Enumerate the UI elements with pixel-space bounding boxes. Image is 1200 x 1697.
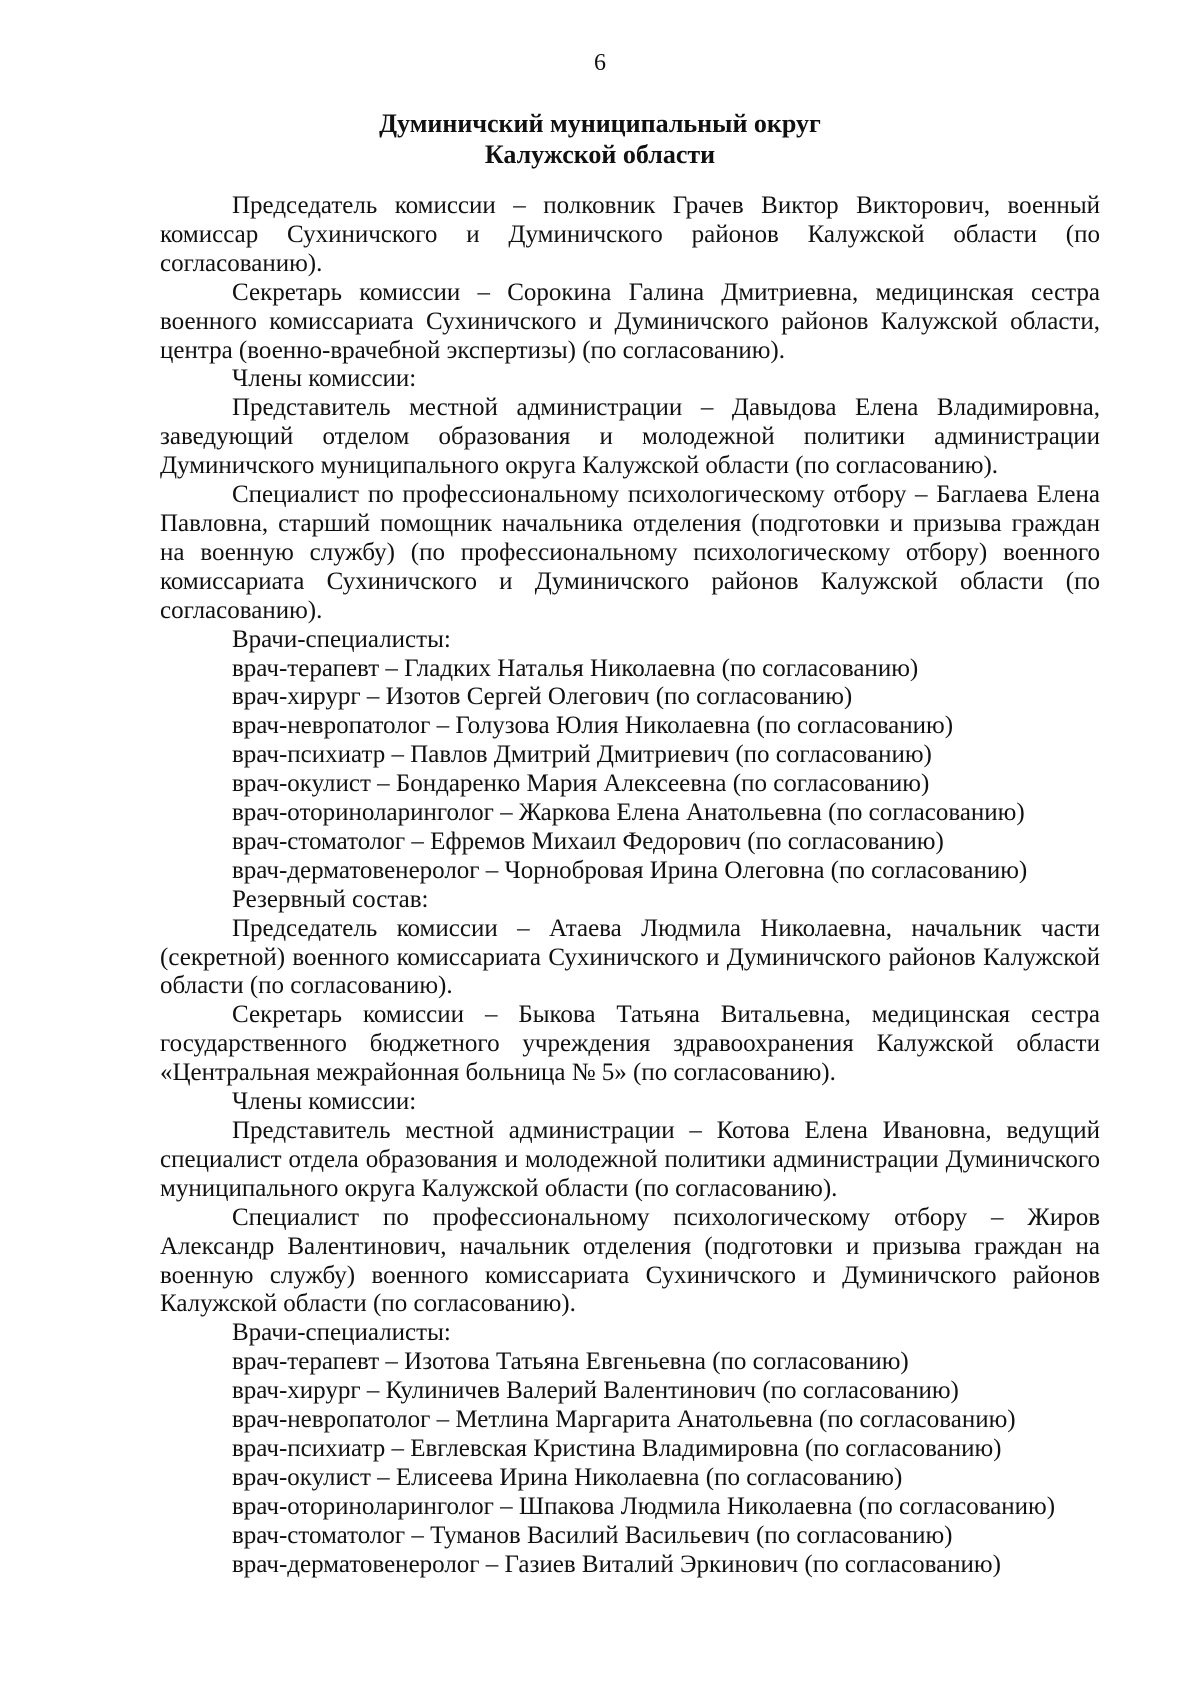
reserve-doctor-item: врач-дерматовенеролог – Газиев Виталий Эркинович (по согласованию) [232, 1550, 1001, 1578]
reserve-doctor-item: врач-стоматолог – Туманов Василий Васильевич (по согласованию) [232, 1521, 953, 1549]
reserve-doctor-item: врач-терапевт – Изотова Татьяна Евгеньевна (по согласованию) [232, 1348, 909, 1376]
doctor-item: врач-оториноларинголог – Жаркова Елена Анатольевна (по согласованию) [232, 799, 1025, 827]
doctors-label: Врачи-специалисты: [232, 625, 451, 653]
doctor-item: врач-психиатр – Павлов Дмитрий Дмитриевич (по согласованию) [232, 741, 932, 769]
chairman-paragraph: Председатель комиссии – полковник Грачев Виктор Викторович, военный комиссар Сухиничского и Думиничского районов Калужской области (по согласованию). [160, 192, 1100, 277]
doctor-item: врач-стоматолог – Ефремов Михаил Федорович (по согласованию) [232, 827, 944, 855]
reserve-chairman-paragraph: Председатель комиссии – Атаева Людмила Николаевна, начальник части (секретной) военного комиссариата Сухиничского и Думиничского районов Калужской области (по согласованию). [160, 914, 1100, 1000]
psych-paragraph: Специалист по профессиональному психологическому отбору – Баглаева Елена Павловна, старший помощник начальника отделения (подготовки и призыва граждан на военную службу) (по профессиональному психологическому отбору) военного комиссариата Сухиничского и Думиничского районов Калужской области (по согласованию). [160, 481, 1100, 624]
heading-line-1: Думиничский муниципальный округ [379, 109, 821, 138]
reserve-doctor-item: врач-окулист – Елисеева Ирина Николаевна (по согласованию) [232, 1463, 903, 1491]
admin-rep-paragraph: Представитель местной администрации – Давыдова Елена Владимировна, заведующий отделом образования и молодежной политики администрации Думиничского муниципального округа Калужской области (по согласованию). [160, 394, 1100, 480]
heading-line-2: Калужской области [484, 140, 716, 169]
secretary-paragraph: Секретарь комиссии – Сорокина Галина Дмитриевна, медицинская сестра военного комиссариата Сухиничского и Думиничского районов Калужской области, центра (военно-врачебной экспертизы) (по согласованию). [160, 278, 1100, 364]
doctor-item: врач-терапевт – Гладких Наталья Николаевна (по согласованию) [232, 654, 919, 682]
reserve-secretary-paragraph: Секретарь комиссии – Быкова Татьяна Витальевна, медицинская сестра государственного бюджетного учреждения здравоохранения Калужской области «Центральная межрайонная больница № 5» (по согласованию). [160, 1001, 1100, 1087]
reserve-doctor-item: врач-невропатолог – Метлина Маргарита Анатольевна (по согласованию) [232, 1406, 1016, 1434]
reserve-label: Резервный состав: [232, 885, 429, 913]
doctor-item: врач-хирург – Изотов Сергей Олегович (по согласованию) [232, 683, 853, 711]
reserve-admin-rep-paragraph: Представитель местной администрации – Котова Елена Ивановна, ведущий специалист отдела образования и молодежной политики администрации Думиничского муниципального округа Калужской области (по согласованию). [160, 1117, 1100, 1202]
reserve-members-label: Члены комиссии: [232, 1088, 417, 1116]
reserve-doctor-item: врач-хирург – Кулиничев Валерий Валентинович (по согласованию) [232, 1377, 959, 1405]
doctor-item: врач-дерматовенеролог – Чорнобровая Ирина Олеговна (по согласованию) [232, 856, 1028, 884]
doctor-item: врач-невропатолог – Голузова Юлия Николаевна (по согласованию) [232, 712, 954, 740]
members-label: Члены комиссии: [232, 365, 417, 393]
reserve-doctor-item: врач-психиатр – Евглевская Кристина Владимировна (по согласованию) [232, 1434, 1002, 1462]
document-body [160, 192, 1100, 1580]
reserve-doctors-label: Врачи-специалисты: [232, 1319, 451, 1347]
reserve-psych-paragraph: Специалист по профессиональному психологическому отбору – Жиров Александр Валентинович, начальник отделения (подготовки и призыва граждан на военную службу) военного комиссариата Сухиничского и Думиничского районов Калужской области (по согласованию). [160, 1203, 1100, 1318]
page-number: 6 [594, 50, 606, 76]
document-heading [0, 108, 1200, 170]
doctor-item: врач-окулист – Бондаренко Мария Алексеевна (по согласованию) [232, 770, 930, 798]
reserve-doctor-item: врач-оториноларинголог – Шпакова Людмила Николаевна (по согласованию) [232, 1492, 1056, 1520]
